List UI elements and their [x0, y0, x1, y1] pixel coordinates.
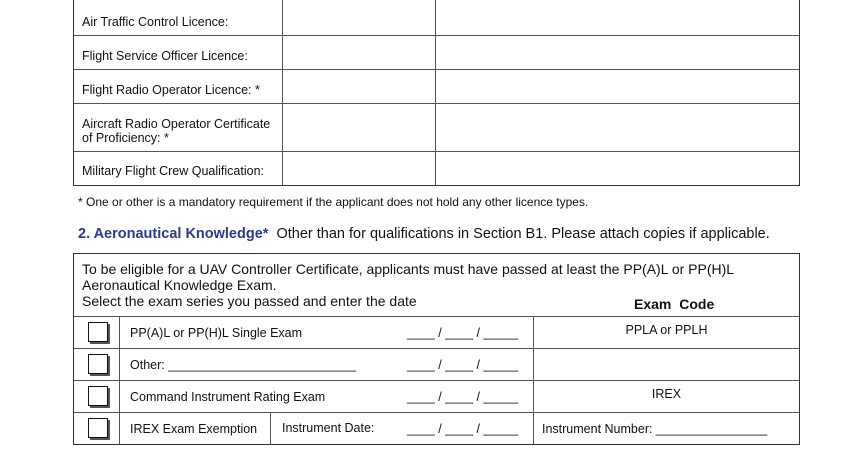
- licence-footnote: * One or other is a mandatory requirement if the applicant does not hold any other licence types.: [78, 195, 589, 209]
- licence-number-field[interactable]: [282, 70, 436, 103]
- instrument-date-label: Instrument Date:: [270, 413, 374, 444]
- exam-code: IREX: [651, 387, 682, 401]
- exam-name: Command Instrument Rating Exam: [130, 390, 326, 404]
- ppl-checkbox[interactable]: [88, 322, 108, 342]
- licence-number-field[interactable]: [282, 36, 436, 69]
- section-subtitle: Other than for qualifications in Section B1. Please attach copies if applicable.: [276, 226, 770, 242]
- licence-label: Flight Service Officer Licence:: [82, 49, 248, 63]
- exam-date-field[interactable]: ____ / ____ / _____: [407, 390, 519, 404]
- licence-detail-field[interactable]: [435, 36, 799, 69]
- licence-label: Air Traffic Control Licence:: [82, 15, 229, 29]
- licence-row-fso: [74, 36, 799, 70]
- exam-date-field[interactable]: ____ / ____ / _____: [407, 358, 519, 372]
- licence-detail-field[interactable]: [435, 152, 799, 185]
- exam-date-field[interactable]: ____ / ____ / _____: [407, 326, 519, 340]
- exam-row-irex-exemption: [74, 412, 799, 444]
- licence-number-field[interactable]: [282, 152, 436, 185]
- intro-line: Select the exam series you passed and enter the date: [82, 293, 417, 309]
- licence-number-field[interactable]: [282, 0, 436, 35]
- section-heading: [78, 226, 770, 242]
- licence-detail-field[interactable]: [435, 104, 799, 151]
- licence-table: [73, 0, 800, 186]
- exam-code: PPLA or PPLH: [625, 323, 708, 337]
- intro-line: To be eligible for a UAV Controller Certificate, applicants must have passed at least the PP(A)L or PP(H)L: [82, 261, 735, 277]
- licence-label: Aircraft Radio Operator Certificate of Proficiency: *: [82, 117, 271, 145]
- exam-row-ppl: [74, 316, 799, 348]
- intro-line: Aeronautical Knowledge Exam.: [82, 277, 277, 293]
- licence-detail-field[interactable]: [435, 70, 799, 103]
- irex-exemption-checkbox[interactable]: [88, 418, 108, 438]
- exam-box: [73, 253, 800, 445]
- exam-row-irex: [74, 380, 799, 412]
- exam-code-header: Exam Code: [634, 296, 715, 312]
- licence-number-field[interactable]: [282, 104, 436, 151]
- exam-name: PP(A)L or PP(H)L Single Exam: [130, 326, 303, 340]
- irex-checkbox[interactable]: [88, 386, 108, 406]
- licence-label: Military Flight Crew Qualification:: [82, 164, 264, 178]
- exam-name-other-field[interactable]: Other: ___________________________: [130, 358, 356, 372]
- exam-name: IREX Exam Exemption: [130, 422, 258, 436]
- other-checkbox[interactable]: [88, 354, 108, 374]
- licence-label: Flight Radio Operator Licence: *: [82, 83, 260, 97]
- licence-row-atc: [74, 0, 799, 36]
- licence-row-arocp: [74, 104, 799, 152]
- exam-row-other: [74, 348, 799, 380]
- licence-detail-field[interactable]: [435, 0, 799, 35]
- section-title: 2. Aeronautical Knowledge*: [78, 226, 269, 242]
- licence-row-fro: [74, 70, 799, 104]
- instrument-date-field[interactable]: ____ / ____ / _____: [407, 422, 519, 436]
- instrument-number-field[interactable]: Instrument Number: ________________: [542, 422, 768, 436]
- licence-row-military: [74, 152, 799, 185]
